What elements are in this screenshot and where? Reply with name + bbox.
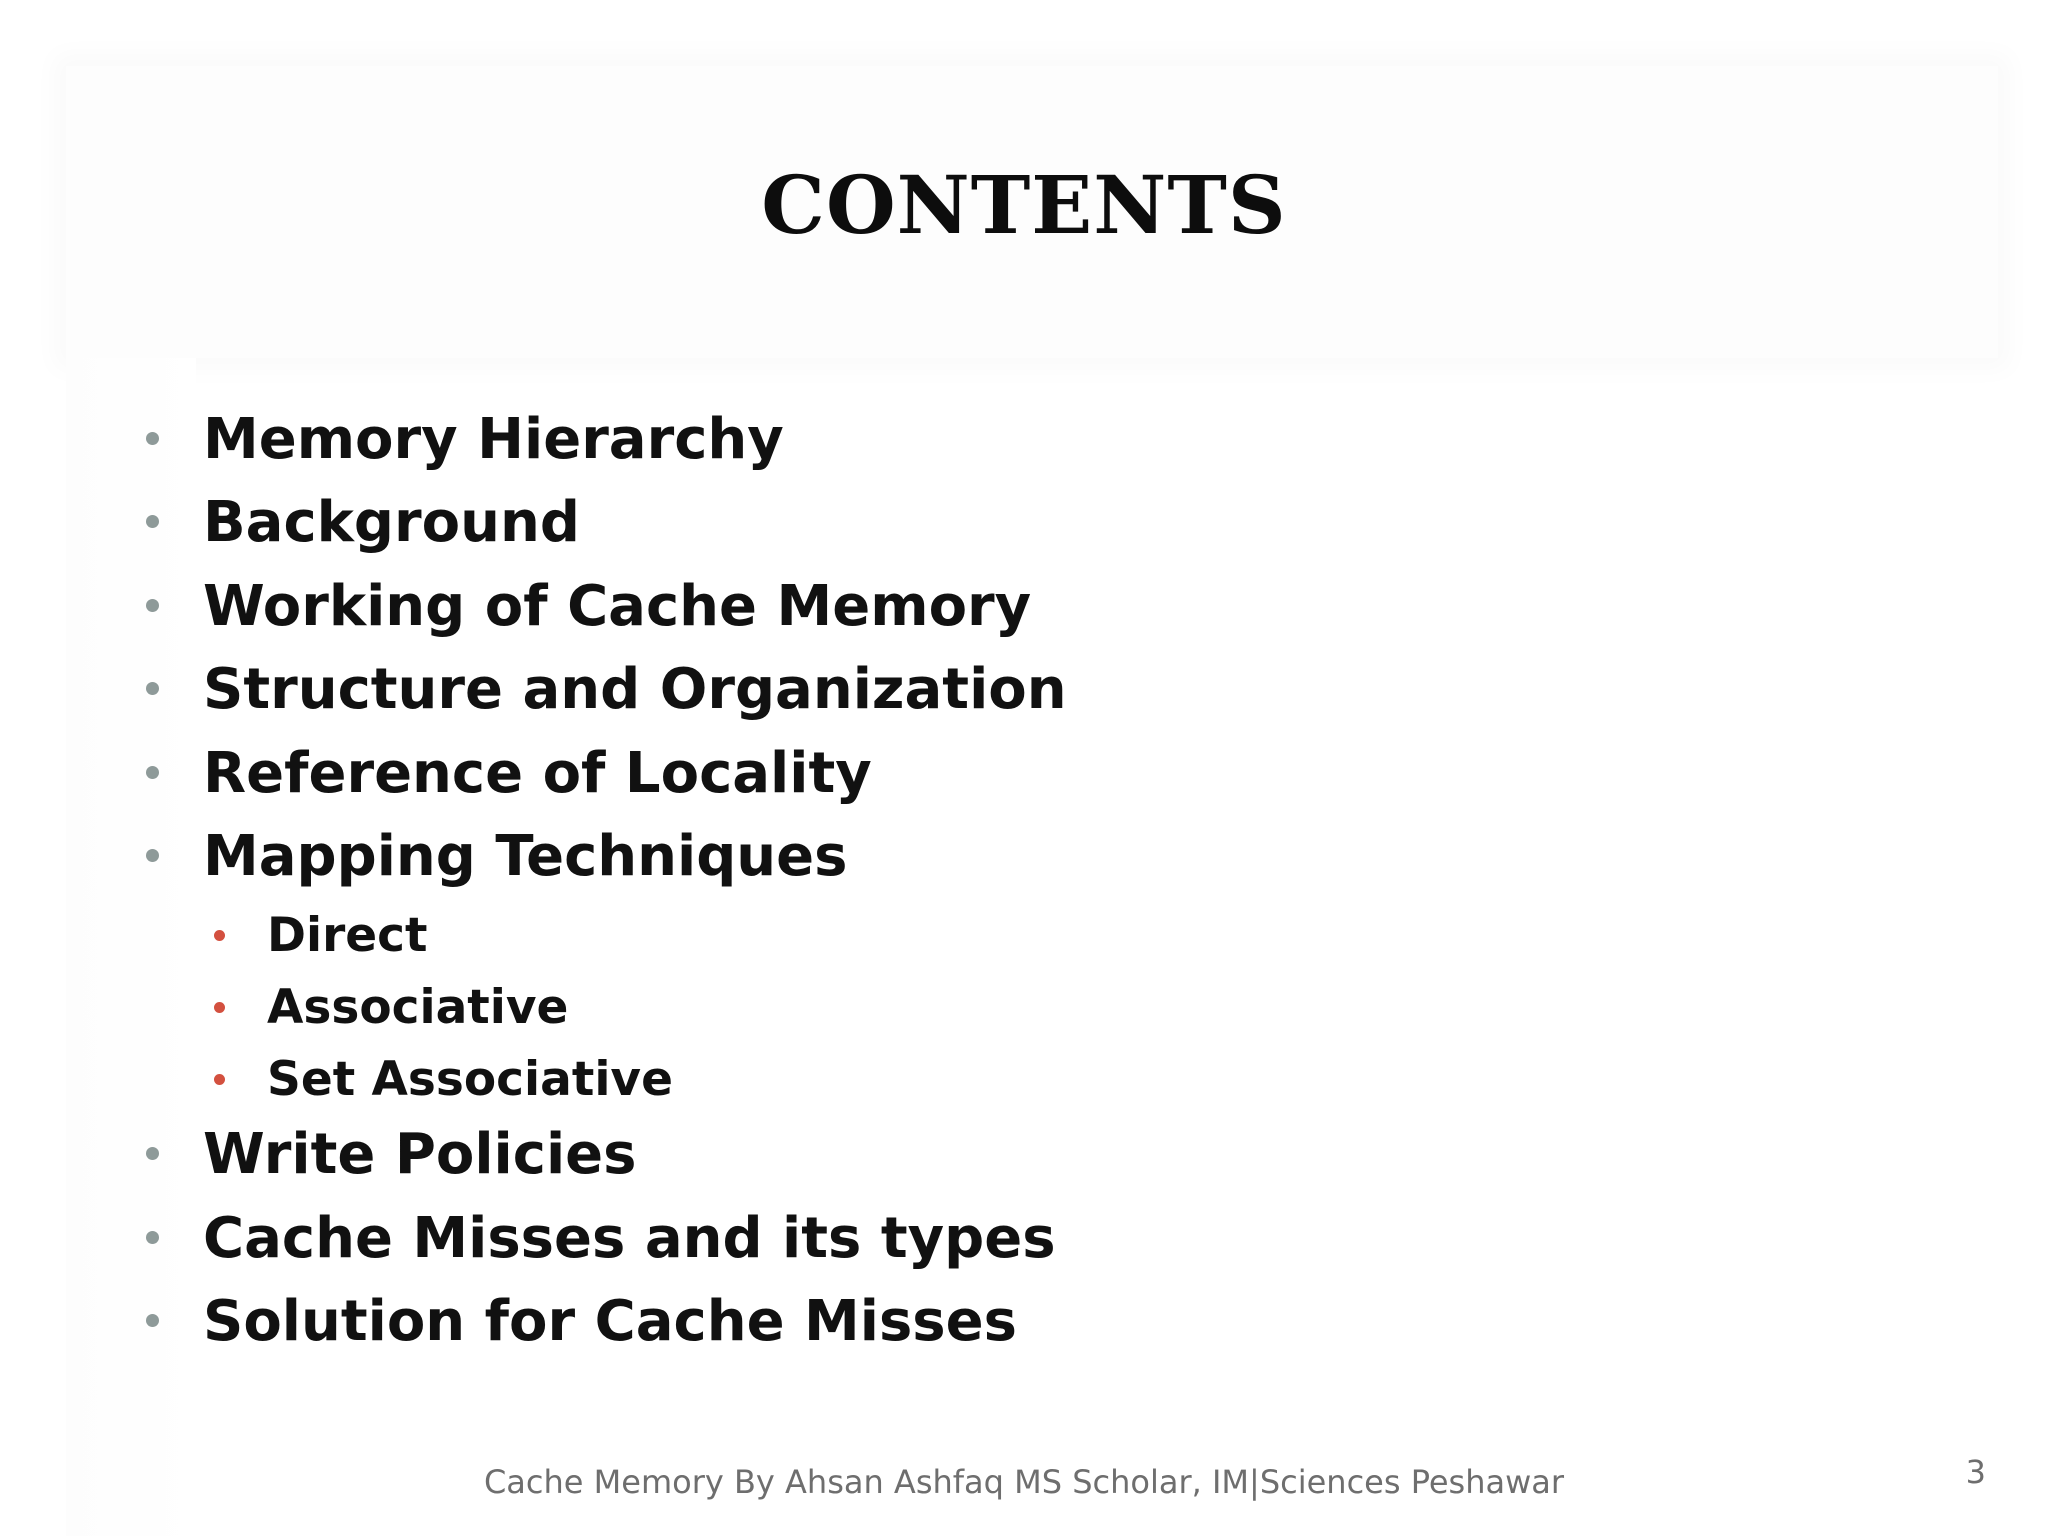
sub-list-item — [214, 978, 568, 1038]
slide-title: CONTENTS — [761, 158, 1287, 252]
bullet-icon — [146, 849, 159, 862]
sub-list-item-label: Set Associative — [267, 1052, 673, 1107]
list-item — [146, 739, 872, 809]
list-item-label: Write Policies — [203, 1122, 637, 1187]
list-item — [146, 1120, 636, 1190]
list-item — [146, 572, 1031, 642]
sub-list-item — [214, 906, 428, 966]
list-item — [146, 488, 580, 558]
list-item — [146, 1204, 1056, 1274]
list-item-label: Structure and Organization — [203, 657, 1067, 722]
sub-bullet-icon — [214, 930, 225, 941]
sub-list-item-label: Associative — [267, 980, 569, 1035]
list-item-label: Reference of Locality — [203, 741, 872, 806]
sub-list-item — [214, 1050, 673, 1110]
bullet-icon — [146, 682, 159, 695]
list-item-label: Mapping Techniques — [203, 824, 848, 889]
sub-bullet-icon — [214, 1074, 225, 1085]
sub-bullet-icon — [214, 1002, 225, 1013]
sub-list-item-label: Direct — [267, 908, 428, 963]
bullet-icon — [146, 1314, 159, 1327]
list-item — [146, 405, 784, 475]
list-item-label: Working of Cache Memory — [203, 574, 1032, 639]
list-item-label: Solution for Cache Misses — [203, 1289, 1017, 1354]
page-number: 3 — [1965, 1453, 1986, 1491]
list-item — [146, 1287, 1017, 1357]
bullet-icon — [146, 1231, 159, 1244]
bullet-icon — [146, 515, 159, 528]
bullet-icon — [146, 432, 159, 445]
list-item — [146, 822, 847, 892]
list-item-label: Memory Hierarchy — [203, 407, 784, 472]
list-item-label: Cache Misses and its types — [203, 1206, 1056, 1271]
bullet-icon — [146, 1147, 159, 1160]
list-item — [146, 655, 1067, 725]
bullet-icon — [146, 766, 159, 779]
slide-footer: Cache Memory By Ahsan Ashfaq MS Scholar, IM|Sciences Peshawar — [483, 1463, 1565, 1501]
bullet-icon — [146, 599, 159, 612]
list-item-label: Background — [203, 490, 580, 555]
